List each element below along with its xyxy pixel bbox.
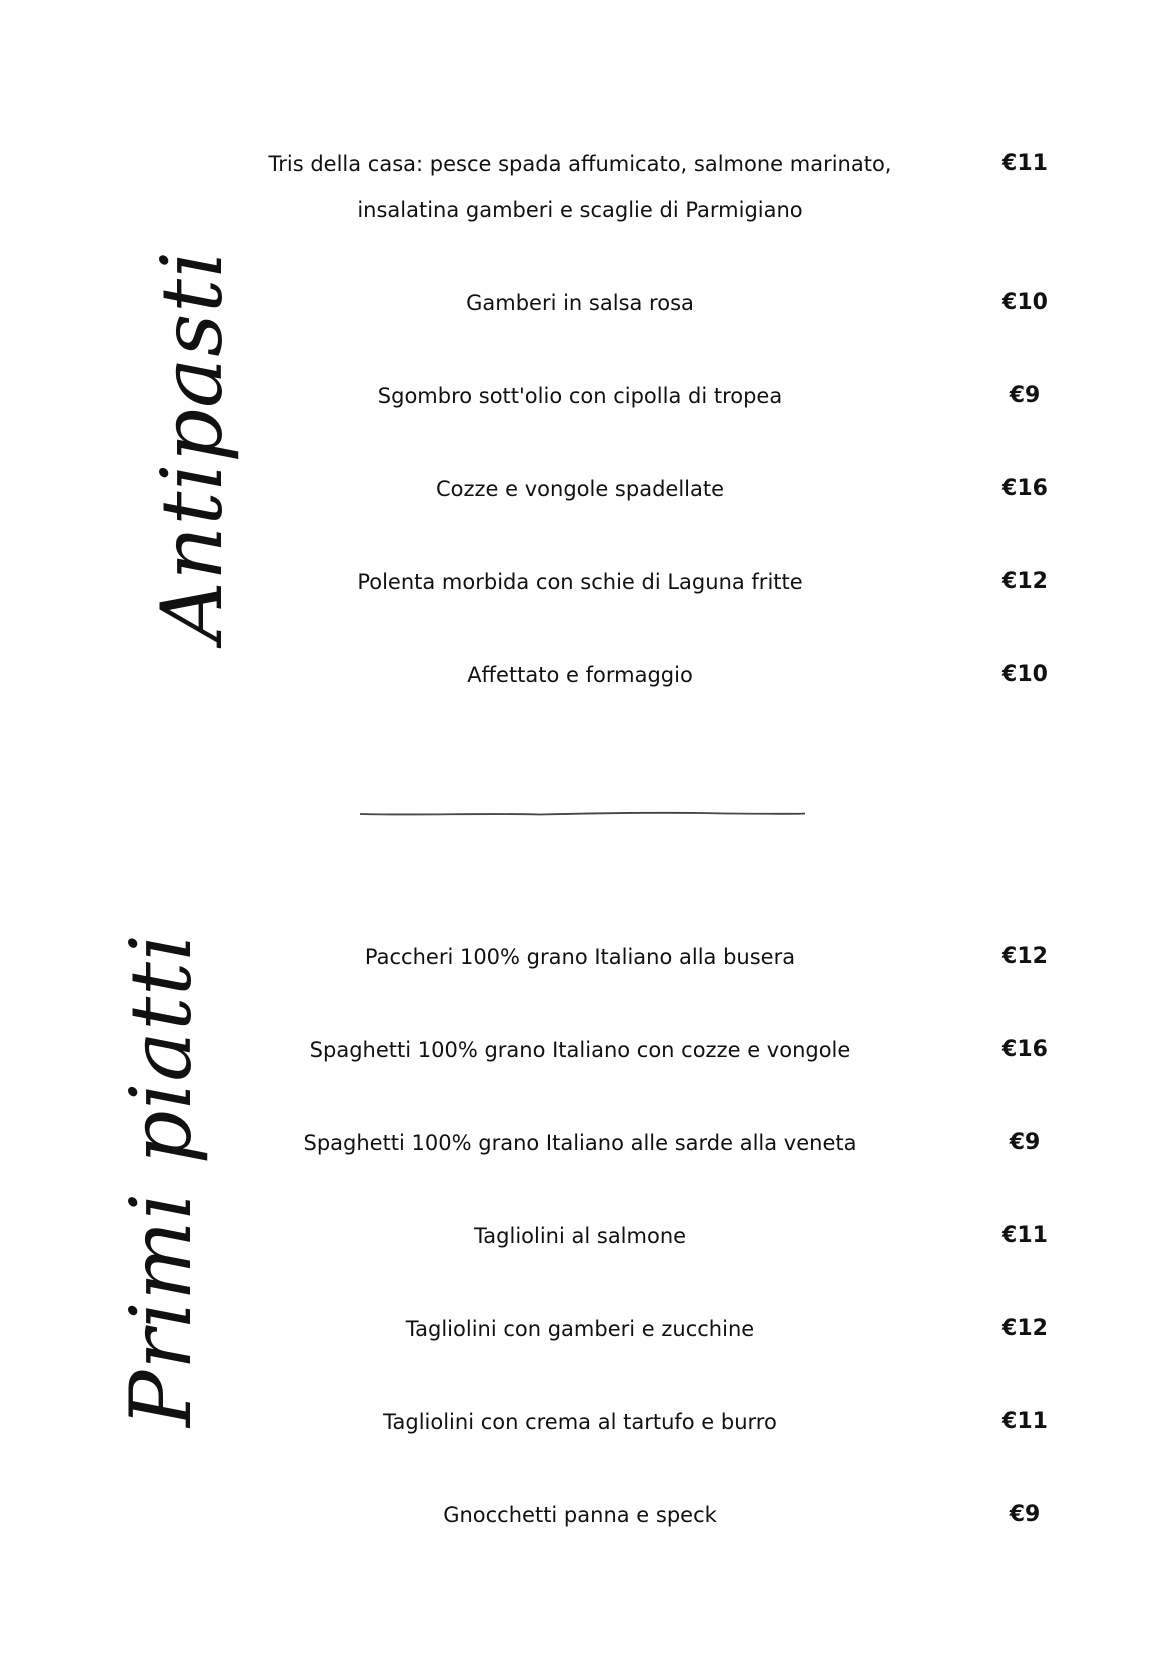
dish-price: €16 — [1002, 476, 1048, 501]
dish-price: €11 — [1002, 1223, 1048, 1248]
dish-price: €10 — [1002, 290, 1048, 315]
dish-name: Gnocchetti panna e speck — [443, 1503, 717, 1527]
dish-name: Tris della casa: pesce spada affumicato, salmone marinato, — [268, 152, 892, 176]
dish-price: €12 — [1002, 944, 1048, 969]
dish-price: €9 — [1009, 1502, 1041, 1527]
dish-name: Tagliolini con crema al tartufo e burro — [383, 1410, 777, 1434]
dish-price: €16 — [1002, 1037, 1048, 1062]
section-title-primi-piatti: Primi piatti — [112, 933, 210, 1427]
dish-name: Affettato e formaggio — [467, 663, 693, 687]
dish-price: €9 — [1009, 1130, 1041, 1155]
dish-name: Spaghetti 100% grano Italiano alle sarde alla veneta — [303, 1131, 857, 1155]
dish-name: Sgombro sott'olio con cipolla di tropea — [377, 384, 783, 408]
dish-price: €10 — [1002, 662, 1048, 687]
dish-name-continued: insalatina gamberi e scaglie di Parmigiano — [357, 198, 803, 222]
dish-name: Spaghetti 100% grano Italiano con cozze e vongole — [309, 1038, 851, 1062]
dish-name: Cozze e vongole spadellate — [435, 477, 725, 501]
dish-name: Paccheri 100% grano Italiano alla busera — [364, 945, 796, 969]
dish-name: Tagliolini con gamberi e zucchine — [405, 1317, 755, 1341]
dish-price: €11 — [1002, 151, 1048, 176]
dish-price: €12 — [1002, 569, 1048, 594]
dish-price: €9 — [1009, 383, 1041, 408]
dish-name: Tagliolini al salmone — [473, 1224, 687, 1248]
dish-price: €11 — [1002, 1409, 1048, 1434]
dish-name: Polenta morbida con schie di Laguna fritte — [357, 570, 803, 594]
dish-price: €12 — [1002, 1316, 1048, 1341]
dish-name: Gamberi in salsa rosa — [466, 291, 694, 315]
section-divider — [360, 810, 805, 818]
section-title-antipasti: Antipasti — [143, 250, 241, 642]
